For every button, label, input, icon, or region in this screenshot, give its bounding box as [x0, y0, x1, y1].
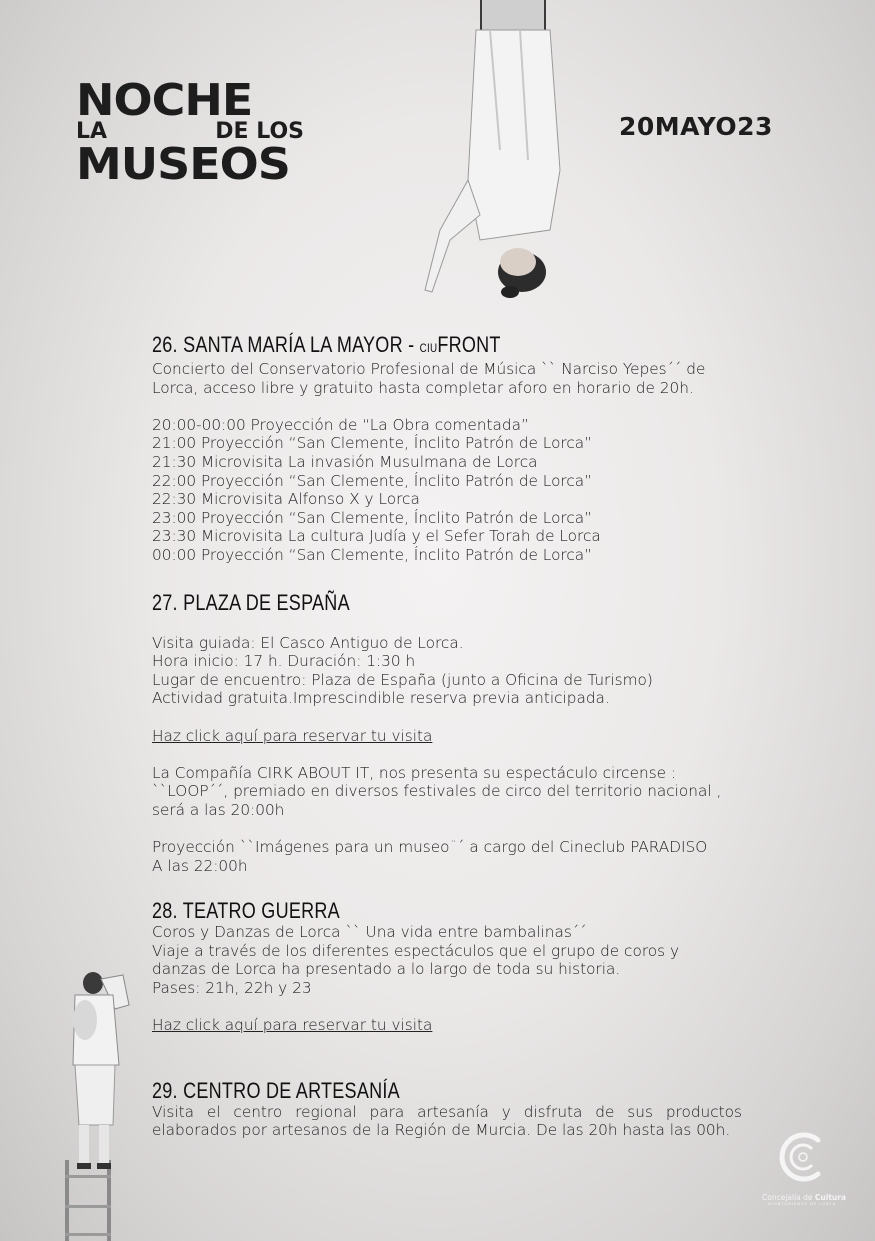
- schedule-item: 20:00-00:00 Proyección de “La Obra comentada”: [152, 415, 529, 434]
- event-date: 20MAYO23: [619, 112, 773, 141]
- text-line: ``LOOP´´, premiado en diversos festivales de circo del territorio nacional ,: [152, 782, 722, 801]
- logo-de-los: DE LOS: [215, 119, 304, 144]
- section-title-26-end: FRONT: [437, 332, 501, 357]
- text-line: Visita guiada: El Casco Antiguo de Lorca.: [152, 633, 464, 652]
- text-line: Viaje a través de los diferentes espectáculos que el grupo de coros y: [152, 941, 680, 960]
- section-title-26: [152, 333, 636, 360]
- reserve-visit-link-27[interactable]: Haz click aquí para reservar tu visita: [152, 726, 433, 745]
- text-line: Lorca, acceso libre y gratuito hasta completar aforo en horario de 20h.: [152, 378, 694, 397]
- text-line: Pases: 21h, 22h y 23: [152, 979, 312, 998]
- ayuntamiento-label: AYUNTAMIENTO DE LORCA: [767, 1202, 837, 1206]
- text-line: Lugar de encuentro: Plaza de España (junto a Oficina de Turismo): [152, 670, 653, 689]
- logo-noche: NOCHE: [76, 74, 253, 126]
- logo-museos: MUSEOS: [76, 138, 290, 190]
- schedule-item: 21:00 Proyección “San Clemente, Ínclito Patrón de Lorca”: [152, 434, 593, 453]
- schedule-item: 23:00 Proyección “San Clemente, Ínclito Patrón de Lorca”: [152, 508, 593, 527]
- section-title-29: 29. CENTRO DE ARTESANÍA: [152, 1077, 400, 1103]
- program-content: [152, 333, 742, 1140]
- cultura-emblem-icon: [773, 1128, 831, 1186]
- schedule-item: 00:00 Proyección “San Clemente, Ínclito Patrón de Lorca”: [152, 545, 593, 564]
- text-line: será a las 20:00h: [152, 800, 285, 819]
- event-logo: [76, 74, 306, 190]
- text-line: danzas de Lorca ha presentado a lo largo de toda su historia.: [152, 960, 621, 979]
- text-line: Coros y Danzas de Lorca `` Una vida entre bambalinas´´: [152, 923, 587, 942]
- concejalia-prefix: Concejalía de: [762, 1193, 815, 1202]
- schedule-item: 22:30 Microvisita Alfonso X y Lorca: [152, 490, 420, 509]
- logo-la: LA: [76, 119, 108, 144]
- reserve-visit-link-28[interactable]: Haz click aquí para reservar tu visita: [152, 1016, 433, 1035]
- text-line: A las 22:00h: [152, 856, 248, 875]
- text-line: Proyección ``Imágenes para un museo¨´ a cargo del Cineclub PARADISO: [152, 838, 708, 857]
- concejalia-bold: Cultura: [814, 1193, 847, 1202]
- schedule-list: [152, 416, 742, 565]
- section-title-28: 28. TEATRO GUERRA: [152, 898, 340, 924]
- text-line: Concierto del Conservatorio Profesional de Música `` Narciso Yepes´´ de: [152, 360, 706, 378]
- text-line: Hora inicio: 17 h. Duración: 1:30 h: [152, 652, 416, 671]
- schedule-item: 22:00 Proyección “San Clemente, Ínclito Patrón de Lorca”: [152, 471, 593, 490]
- concejalia-name: [762, 1193, 847, 1202]
- concejalia-cultura-logo: [762, 1128, 847, 1206]
- schedule-item: 21:30 Microvisita La invasión Musulmana de Lorca: [152, 452, 538, 471]
- section-title-27: 27. PLAZA DE ESPAÑA: [152, 589, 350, 615]
- text-line: La Compañía CIRK ABOUT IT, nos presenta su espectáculo circense :: [152, 763, 677, 782]
- schedule-item: 23:30 Microvisita La cultura Judía y el Sefer Torah de Lorca: [152, 527, 601, 546]
- section-title-26-small: CIU: [419, 341, 438, 355]
- hanging-figure-illustration: [410, 0, 570, 310]
- text-line: Actividad gratuita.Imprescindible reserva previa anticipada.: [152, 689, 610, 708]
- ladder-figure-illustration: [55, 965, 145, 1241]
- section-title-26-text: 26. SANTA MARÍA LA MAYOR -: [152, 332, 420, 357]
- artesania-description: Visita el centro regional para artesanía y disfruta de sus productos elaborados por artesanos de la Región de Murcia. De las 20h hasta las 00h.: [152, 1102, 742, 1140]
